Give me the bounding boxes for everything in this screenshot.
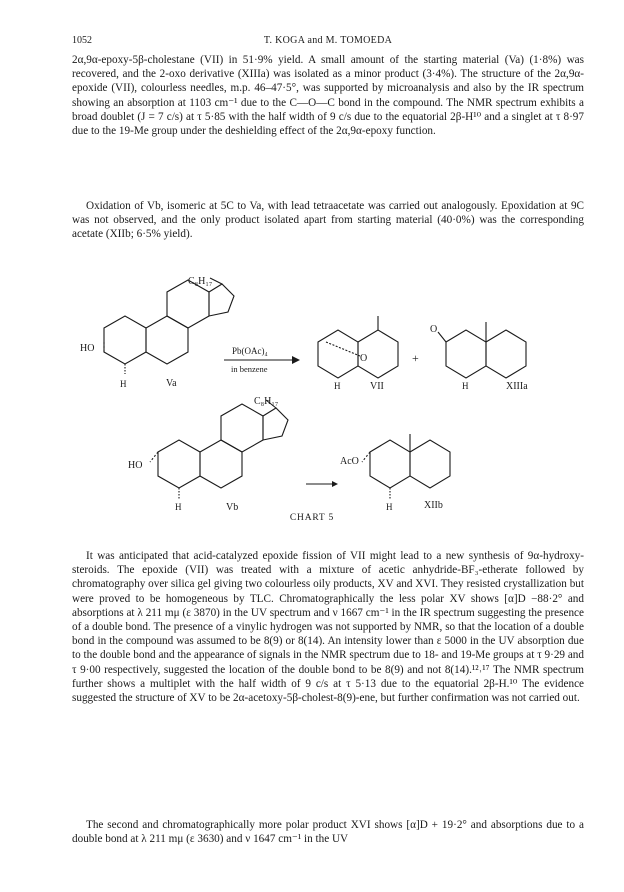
paragraph-text: Oxidation of Vb, isomeric at 5C to Va, with lead tetraacetate was carried out analogously. Epoxidation at 9C was not observed, and the only product isolated apart from starting material (40·0%) was the corresponding acetate (XIIb; 6·5% yield). (72, 200, 584, 241)
ring-b (200, 440, 242, 488)
reaction-scheme (0, 276, 624, 512)
chart-caption: CHART 5 (289, 513, 335, 523)
ring-a (318, 330, 358, 378)
paragraph-1 (72, 53, 584, 138)
reagent-label: Pb(OAc)₄ (232, 346, 268, 356)
compound-label-vb: Vb (226, 502, 239, 512)
h-label: H (462, 381, 469, 391)
page-number: 1052 (72, 35, 92, 46)
solvent-label: in benzene (231, 364, 268, 374)
h-label: H (334, 381, 341, 391)
plus-sign: + (412, 351, 419, 365)
ring-b (486, 330, 526, 378)
ho-label: HO (128, 460, 143, 471)
compound-label-va: Va (166, 378, 177, 389)
ho-bond (150, 452, 158, 462)
structure-vii (318, 316, 398, 378)
h-label: H (386, 502, 393, 512)
oxygen-label: O (360, 353, 368, 364)
ring-a (158, 440, 200, 488)
ring-b (146, 316, 188, 364)
ho-label: HO (80, 343, 95, 354)
ring-c (167, 280, 209, 328)
paragraph-3 (72, 549, 584, 705)
paragraph-4 (72, 818, 584, 846)
arrow-head (292, 356, 300, 364)
oxygen-label: O (430, 324, 438, 335)
ring-d (263, 408, 288, 440)
paragraph-text: It was anticipated that acid-catalyzed epoxide fission of VII might lead to a new synthesis of 9α-hydroxy-steroids. The epoxide (VII) was treated with a mixture of acetic anhydride-BF₃-etherate followed by chromatography over silica gel giving two colourless oily products, XV and XVI. They resisted crystallization but were proved to be homogeneous by TLC. Chromatographically the less polar XV shows [α]D −88·2° and absorptions at λ 211 mμ (ε 3870) in the UV spectrum and ν 1667 cm⁻¹ in the IR spectrum suggesting the presence of a double bond. The presence of a vinylic hydrogen was not supported by NMR, so that the location of a double bond in the compound was assumed to be 8(9) or 8(14). An intensity lower than ε 5000 in the UV absorption due to the double bond and the appearance of signals in the NMR spectrum due to 18- and 19-Me groups at τ 9·29 and τ 9·00 respectively, suggested the location of the double bond to be 8(9) and not 8(14).¹²˒¹⁷ The NMR spectrum further shows a multiplet with the half width of 9 c/s at τ 5·13 due to the equatorial 2β-H.¹⁰ The evidence suggested the structure of XV to be 2α-acetoxy-5β-cholest-8(9)-ene, but further confirmation was not carried out. (72, 550, 584, 705)
ring-a (104, 316, 146, 364)
ring-a (446, 330, 486, 378)
h-label: H (175, 502, 182, 512)
structure-xiib (362, 434, 450, 500)
structure-vb (150, 400, 288, 500)
carbonyl (438, 332, 446, 342)
compound-label-xiiia: XIIIa (506, 381, 528, 392)
aco-label: AcO (340, 456, 359, 467)
compound-label-vii: VII (370, 381, 384, 392)
ring-a (370, 440, 410, 488)
structure-va (104, 278, 234, 374)
ring-d (209, 284, 234, 316)
paragraph-text: 2α,9α-epoxy-5β-cholestane (VII) in 51·9% yield. A small amount of the starting material (Va) (1·8%) was recovered, and the 2-oxo derivative (XIIIa) was isolated as a minor product (3·4%). The structure of the 2α,9α-epoxide (VII), colourless needles, m.p. 46–47·5°, was supported by microanalysis and also by the IR spectrum showing an absorption at 1103 cm⁻¹ due to the C—O—C bond in the compound. The NMR spectrum exhibits a broad doublet (J = 7 c/s) at τ 5·85 with the half width of 9 c/s due to the equatorial 2β-H¹⁰ and a singlet at τ 8·97 due to the 19-Me group under the deshielding effect of the 2α,9α-epoxy function. (72, 54, 584, 138)
side-chain-label: C₈H₁₇ (254, 396, 279, 407)
epoxy-bridge (326, 342, 360, 356)
paragraph-2 (72, 199, 584, 242)
ring-b (410, 440, 450, 488)
running-authors: T. KOGA and M. TOMOEDA (263, 35, 393, 46)
ring-c (221, 404, 263, 452)
h-label: H (120, 379, 127, 389)
compound-label-xiib: XIIb (424, 500, 443, 511)
side-chain-label: C₈H₁₇ (188, 276, 213, 287)
paragraph-text: The second and chromatographically more polar product XVI shows [α]D + 19·2° and absorptions due to a double bond at λ 211 mμ (ε 3630) and ν 1647 cm⁻¹ in the UV (72, 819, 584, 846)
structure-xiiia (438, 322, 526, 378)
aco-bond (362, 452, 370, 462)
arrow-head (332, 481, 338, 487)
